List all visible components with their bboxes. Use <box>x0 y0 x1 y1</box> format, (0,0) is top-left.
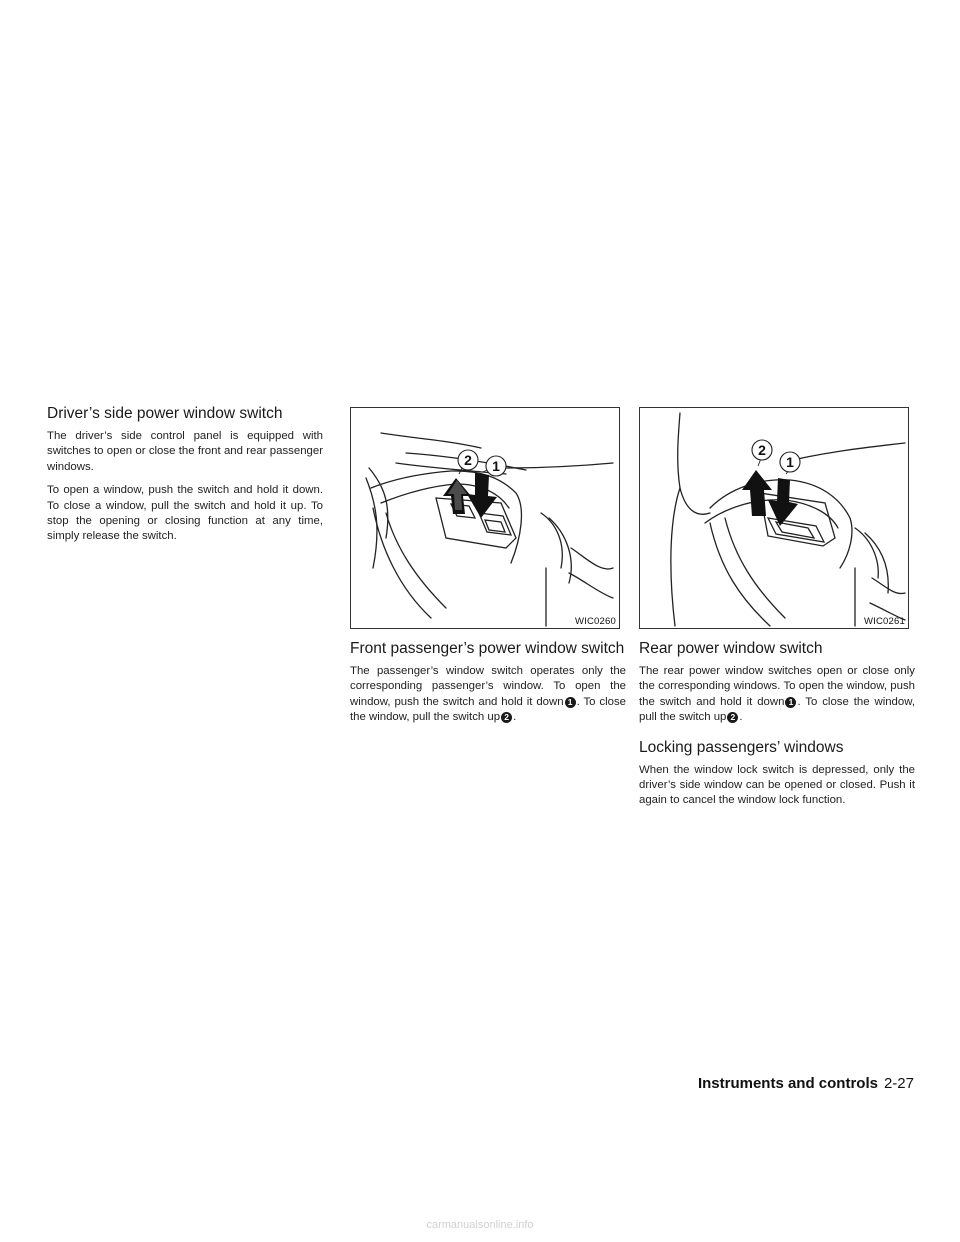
heading-locking-windows: Locking passengers’ windows <box>639 738 844 756</box>
page-number: 2-27 <box>883 1075 914 1092</box>
callout-1-marker <box>780 452 800 472</box>
svg-text:2: 2 <box>464 452 472 468</box>
column-front-passenger <box>350 404 626 734</box>
callout-2-icon: 2 <box>501 712 512 723</box>
heading-rear-switch: Rear power window switch <box>639 640 823 657</box>
text-segment: . To close the window, pull the switch up <box>350 695 626 724</box>
paragraph-rear-switch <box>639 664 915 726</box>
svg-text:2: 2 <box>758 442 766 458</box>
paragraph-drivers-operation: To open a window, push the switch and hold it down. To close a window, pull the switch and hold it up. To stop the opening or closing function at any time, simply release the switch. <box>47 484 323 543</box>
figure-code: WIC0261 <box>863 616 905 627</box>
callout-2-marker <box>458 450 478 470</box>
text-segment: . To close the window, pull the switch up <box>639 695 915 724</box>
front-switch-illustration <box>351 408 619 628</box>
svg-text:1: 1 <box>492 458 500 474</box>
figure-front-passenger-switch <box>350 407 620 629</box>
page-footer <box>639 1075 914 1092</box>
text-segment: The passenger’s window switch operates only the corresponding passenger’s window. To open the window, push the switch and hold it down <box>350 665 626 708</box>
paragraph-drivers-panel: The driver’s side control panel is equipped with switches to open or close the front and rear passenger windows. <box>47 430 323 473</box>
callout-1-icon: 1 <box>565 697 576 708</box>
text-segment: The rear power window switches open or close only the corresponding windows. To open the window, push the switch and hold it down <box>639 665 915 708</box>
text-segment: . <box>739 711 743 724</box>
paragraph-front-passenger <box>350 664 626 726</box>
figure-rear-switch <box>639 407 909 629</box>
watermark: carmanualsonline.info <box>426 1219 534 1231</box>
callout-2-marker <box>752 440 772 460</box>
heading-front-passenger-switch: Front passenger’s power window switch <box>350 640 625 657</box>
footer-section-title: Instruments and controls <box>697 1075 878 1092</box>
callout-1-marker <box>486 456 506 476</box>
figure-code: WIC0260 <box>574 616 616 627</box>
heading-drivers-side-switch: Driver’s side power window switch <box>47 405 283 422</box>
arrow-up-icon <box>443 478 471 514</box>
svg-text:1: 1 <box>786 454 794 470</box>
callout-1-icon: 1 <box>785 697 796 708</box>
arrow-up-icon <box>742 470 772 516</box>
column-drivers-side <box>47 404 323 553</box>
column-rear <box>639 404 915 817</box>
rear-switch-illustration <box>640 408 908 628</box>
callout-2-icon: 2 <box>727 712 738 723</box>
paragraph-locking-windows: When the window lock switch is depressed, only the driver’s side window can be opened or closed. Push it again to cancel the window lock function. <box>639 763 915 807</box>
text-segment: . <box>513 711 517 724</box>
